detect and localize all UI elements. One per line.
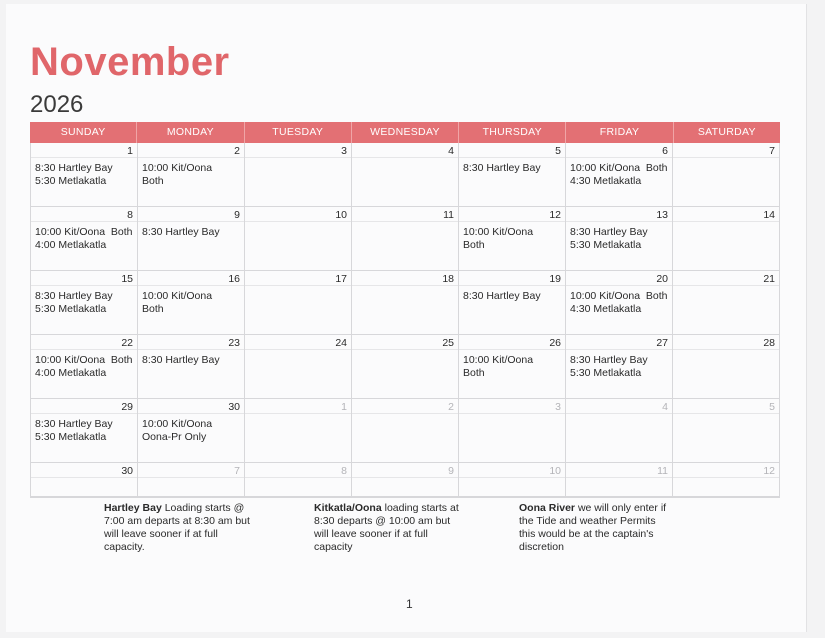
day-number: 2 <box>448 401 454 413</box>
day-events: 10:00 Kit/Oona Both 4:00 Metlakatla <box>35 354 133 379</box>
year-title: 2026 <box>30 91 84 118</box>
note-text: loading starts at 8:30 departs @ 10:00 am but will leave sooner if at full capacity <box>314 502 459 553</box>
day-cell <box>566 399 673 463</box>
day-events: 10:00 Kit/Oona Both <box>142 290 213 315</box>
cell-divider <box>31 349 137 350</box>
calendar-week-row <box>30 335 780 399</box>
calendar-week-row <box>30 463 780 498</box>
day-number: 9 <box>448 465 454 477</box>
cell-divider <box>673 477 779 478</box>
day-number: 4 <box>448 145 454 157</box>
cell-divider <box>31 285 137 286</box>
day-cell <box>138 207 245 271</box>
day-number: 13 <box>656 209 668 221</box>
day-cell <box>138 399 245 463</box>
day-number: 12 <box>549 209 561 221</box>
day-cell <box>31 207 138 271</box>
cell-divider <box>31 221 137 222</box>
cell-divider <box>138 413 244 414</box>
cell-divider <box>138 477 244 478</box>
cell-divider <box>31 477 137 478</box>
day-cell <box>31 143 138 207</box>
cell-divider <box>245 349 351 350</box>
day-events: 8:30 Hartley Bay 5:30 Metlakatla <box>570 354 648 379</box>
day-cell <box>673 207 780 271</box>
day-number: 8 <box>127 209 133 221</box>
day-events: 8:30 Hartley Bay 5:30 Metlakatla <box>570 226 648 251</box>
note-oona-river <box>519 502 669 554</box>
day-cell <box>245 143 352 207</box>
cell-divider <box>673 285 779 286</box>
day-number: 1 <box>127 145 133 157</box>
weekday-tuesday: TUESDAY <box>245 122 352 143</box>
cell-divider <box>352 157 458 158</box>
day-cell <box>352 207 459 271</box>
day-events: 8:30 Hartley Bay 5:30 Metlakatla <box>35 418 113 443</box>
day-cell <box>31 463 138 497</box>
day-number: 22 <box>121 337 133 349</box>
day-number: 11 <box>657 465 668 477</box>
cell-divider <box>673 413 779 414</box>
note-text: we will only enter if the Tide and weather Permits this would be at the captain's discretion <box>519 502 667 553</box>
day-events: 10:00 Kit/Oona Oona-Pr Only <box>142 418 213 443</box>
day-number: 5 <box>555 145 561 157</box>
day-events: 8:30 Hartley Bay <box>463 290 541 302</box>
calendar-week-row <box>30 399 780 463</box>
cell-divider <box>673 221 779 222</box>
day-cell <box>673 399 780 463</box>
day-number: 29 <box>121 401 133 413</box>
day-cell <box>352 463 459 497</box>
day-number: 30 <box>121 465 133 477</box>
day-number: 27 <box>656 337 668 349</box>
day-cell <box>352 271 459 335</box>
day-number: 21 <box>763 273 775 285</box>
cell-divider <box>138 157 244 158</box>
day-events: 8:30 Hartley Bay 5:30 Metlakatla <box>35 162 113 187</box>
day-events: 10:00 Kit/Oona Both 4:00 Metlakatla <box>35 226 133 251</box>
day-cell <box>245 399 352 463</box>
cell-divider <box>245 477 351 478</box>
day-number: 28 <box>763 337 775 349</box>
day-cell <box>138 271 245 335</box>
cell-divider <box>459 349 565 350</box>
page-number: 1 <box>406 597 413 611</box>
day-cell <box>138 143 245 207</box>
cell-divider <box>673 157 779 158</box>
day-cell <box>566 271 673 335</box>
cell-divider <box>138 349 244 350</box>
day-cell <box>31 271 138 335</box>
cell-divider <box>459 221 565 222</box>
cell-divider <box>459 413 565 414</box>
cell-divider <box>138 285 244 286</box>
cell-divider <box>459 285 565 286</box>
day-number: 26 <box>549 337 561 349</box>
month-title: November <box>30 40 230 84</box>
day-events: 10:00 Kit/Oona Both 4:30 Metlakatla <box>570 162 668 187</box>
day-number: 11 <box>443 209 454 221</box>
cell-divider <box>31 413 137 414</box>
day-cell <box>566 335 673 399</box>
calendar-grid <box>30 122 780 498</box>
cell-divider <box>245 157 351 158</box>
day-cell <box>673 463 780 497</box>
cell-divider <box>245 221 351 222</box>
note-title: Hartley Bay <box>104 502 162 514</box>
day-cell <box>245 463 352 497</box>
calendar-week-row <box>30 207 780 271</box>
day-cell <box>459 399 566 463</box>
weekday-wednesday: WEDNESDAY <box>352 122 459 143</box>
day-number: 20 <box>656 273 668 285</box>
day-cell <box>352 335 459 399</box>
day-number: 4 <box>662 401 668 413</box>
cell-divider <box>245 413 351 414</box>
day-events: 10:00 Kit/Oona Both <box>142 162 213 187</box>
cell-divider <box>138 221 244 222</box>
calendar-week-row <box>30 143 780 207</box>
day-cell <box>673 143 780 207</box>
day-cell <box>245 207 352 271</box>
note-title: Kitkatla/Oona <box>314 502 382 514</box>
day-number: 24 <box>335 337 347 349</box>
day-events: 8:30 Hartley Bay <box>463 162 541 174</box>
day-number: 3 <box>555 401 561 413</box>
day-number: 12 <box>763 465 775 477</box>
day-cell <box>459 335 566 399</box>
day-number: 7 <box>234 465 240 477</box>
cell-divider <box>352 477 458 478</box>
day-cell <box>566 463 673 497</box>
weekday-friday: FRIDAY <box>566 122 673 143</box>
day-cell <box>459 143 566 207</box>
cell-divider <box>566 285 672 286</box>
calendar-weeks <box>30 143 780 498</box>
day-number: 25 <box>442 337 454 349</box>
cell-divider <box>245 285 351 286</box>
cell-divider <box>352 413 458 414</box>
day-number: 15 <box>121 273 133 285</box>
day-events: 8:30 Hartley Bay <box>142 354 220 366</box>
note-text: Loading starts @ 7:00 am departs at 8:30 am but will leave sooner if at full capacity. <box>104 502 250 553</box>
day-cell <box>566 143 673 207</box>
cell-divider <box>352 349 458 350</box>
cell-divider <box>673 349 779 350</box>
day-events: 8:30 Hartley Bay <box>142 226 220 238</box>
calendar-week-row <box>30 271 780 335</box>
day-number: 8 <box>341 465 347 477</box>
day-cell <box>673 271 780 335</box>
day-cell <box>352 399 459 463</box>
day-cell <box>138 463 245 497</box>
day-number: 10 <box>549 465 561 477</box>
weekday-saturday: SATURDAY <box>697 126 756 138</box>
cell-divider <box>352 221 458 222</box>
day-number: 16 <box>228 273 240 285</box>
day-events: 10:00 Kit/Oona Both <box>463 354 534 379</box>
weekday-monday: MONDAY <box>137 122 244 143</box>
day-number: 5 <box>769 401 775 413</box>
calendar-page <box>6 4 807 632</box>
cell-divider <box>566 477 672 478</box>
day-cell <box>459 463 566 497</box>
day-cell <box>245 271 352 335</box>
day-number: 10 <box>335 209 347 221</box>
day-number: 9 <box>234 209 240 221</box>
day-number: 6 <box>662 145 668 157</box>
cell-divider <box>31 157 137 158</box>
day-number: 3 <box>341 145 347 157</box>
day-cell <box>459 207 566 271</box>
cell-divider <box>352 285 458 286</box>
day-events: 10:00 Kit/Oona Both 4:30 Metlakatla <box>570 290 668 315</box>
day-number: 1 <box>341 401 347 413</box>
day-number: 30 <box>228 401 240 413</box>
day-events: 8:30 Hartley Bay 5:30 Metlakatla <box>35 290 113 315</box>
day-number: 23 <box>228 337 240 349</box>
cell-divider <box>566 157 672 158</box>
cell-divider <box>459 477 565 478</box>
note-hartley-bay <box>104 502 254 554</box>
day-number: 17 <box>335 273 347 285</box>
day-events: 10:00 Kit/Oona Both <box>463 226 534 251</box>
note-title: Oona River <box>519 502 576 514</box>
weekday-thursday: THURSDAY <box>459 122 566 143</box>
day-cell <box>459 271 566 335</box>
day-cell <box>245 335 352 399</box>
cell-divider <box>566 349 672 350</box>
weekday-sunday: SUNDAY <box>30 122 137 143</box>
weekday-header <box>30 122 780 143</box>
cell-divider <box>566 413 672 414</box>
day-cell <box>31 335 138 399</box>
day-number: 14 <box>763 209 775 221</box>
day-number: 19 <box>549 273 561 285</box>
day-cell <box>31 399 138 463</box>
day-cell <box>673 335 780 399</box>
day-number: 2 <box>234 145 240 157</box>
day-cell <box>566 207 673 271</box>
cell-divider <box>459 157 565 158</box>
cell-divider <box>566 221 672 222</box>
day-number: 18 <box>442 273 454 285</box>
day-number: 7 <box>769 145 775 157</box>
day-cell <box>138 335 245 399</box>
note-kitkatla-oona <box>314 502 464 554</box>
day-cell <box>352 143 459 207</box>
